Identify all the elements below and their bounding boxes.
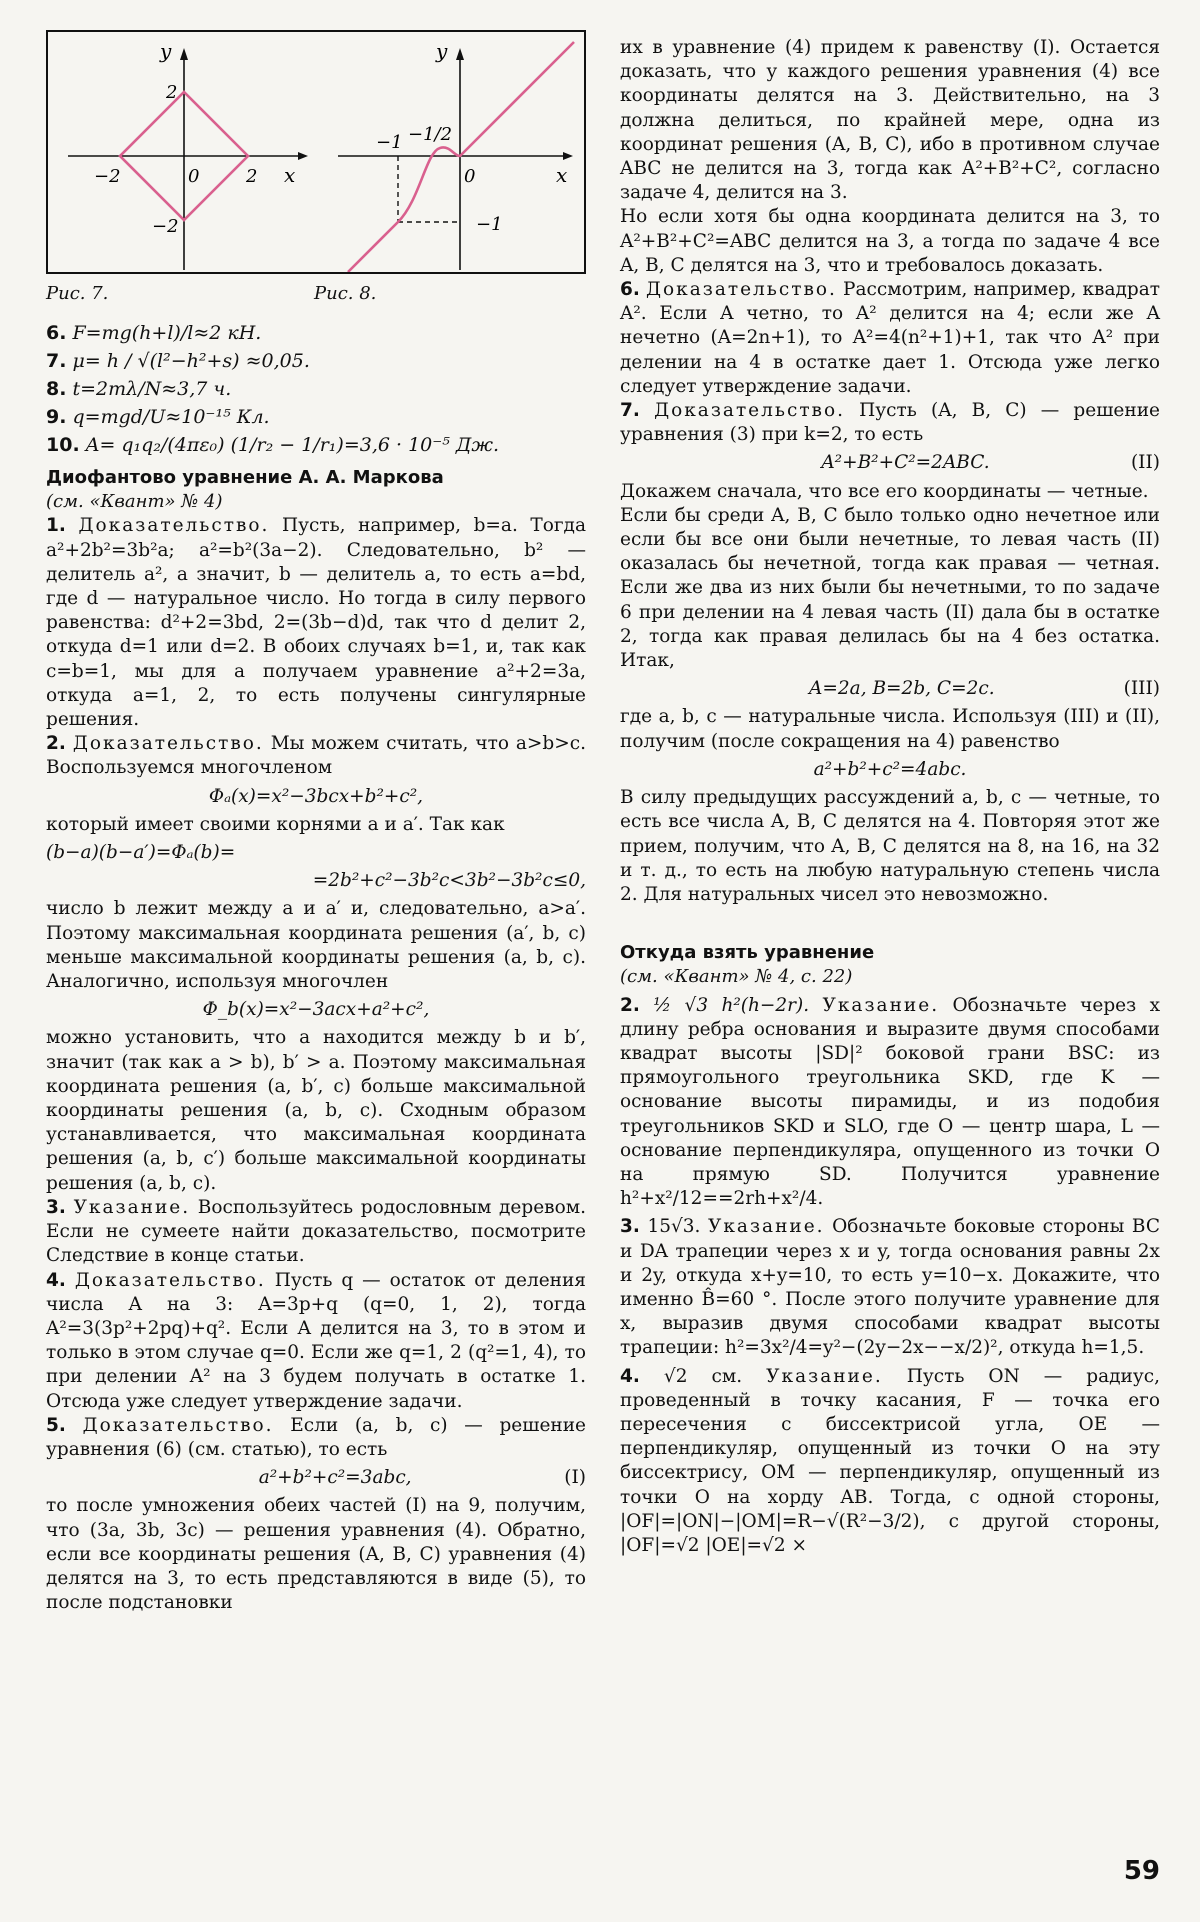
answer-9: 9. q=mgd/U≈10⁻¹⁵ Кл. xyxy=(46,406,270,428)
fig8-tick-bottom: −1 xyxy=(476,214,503,235)
section-ref-markov: (см. «Квант» № 4) xyxy=(46,491,223,513)
answer-7: 7. μ= h / √(l²−h²+s) ≈0,05. xyxy=(46,350,310,372)
fig7-tick-left: −2 xyxy=(94,166,121,187)
fig8-x-label: x xyxy=(556,163,568,187)
figures-box xyxy=(46,30,586,274)
left-column xyxy=(46,0,586,1615)
formula-phi-b-1: (b−a)(b−a′)=Φₐ(b)= xyxy=(46,842,236,864)
figures-svg xyxy=(48,32,584,272)
proof-7-text-d: где a, b, c — натуральные числа. Используя (III) и (II), получим (после сокращения на 4) равенство xyxy=(620,706,1160,752)
fig8-caption: Рис. 8. xyxy=(314,283,377,304)
fig7-x-arrow xyxy=(298,152,308,160)
proof-2: 2. Доказательство. Мы можем считать, что a>b>c. Воспользуемся многочленом xyxy=(46,733,586,779)
answer-10: 10. A= q₁q₂/(4πε₀) (1/r₂ − 1/r₁)=3,6 · 10⁻⁵ Дж. xyxy=(46,434,500,456)
proof-4: 4. Доказательство. Пусть q — остаток от деления числа A на 3: A=3p+q (q=0, 1, 2), тогда A²=3(3p²+2pq)+q². Если A делится на 3, то в этом и только в этом случае q=0. Если же q=1, 2 (q²=1, 4), то при делении A² на 3 будем получать в остатке 1. Отсюда уже следует утверждение задачи. xyxy=(46,1269,586,1412)
answer-8: 8. t=2mλ/N≈3,7 ч. xyxy=(46,378,232,400)
formula-phi-b-2: =2b²+c²−3b²c<3b²−3b²c≤0, xyxy=(312,870,586,892)
figure-captions xyxy=(46,274,586,304)
fig7-y-label: y xyxy=(160,39,172,63)
section-equation xyxy=(620,941,1160,1558)
proof-7-text-e: В силу предыдущих рассуждений a, b, c — четные, то есть все числа A, B, C делятся на 4. Повторяя этот же прием, получим, что A, B, C делятся на 8, на 16, на 32 и т. д., то есть на любую натуральную степень числа 2. Для натуральных чисел это невозможно. xyxy=(620,787,1160,905)
right-text-1: их в уравнение (4) придем к равенству (I). Остается доказать, что у каждого решения уравнения (4) все координаты делятся на 3. Действительно, на 3 должна делиться, по крайней мере, одна из координат решения (A, B, C), ибо в противном случае ABC не делится на 3, тогда как A²+B²+C², согласно задаче 4, делится на 3. xyxy=(620,37,1160,204)
proof-5: 5. Доказательство. Если (a, b, c) — решение уравнения (6) (см. статью), то есть xyxy=(46,1414,587,1460)
formula-abc: a²+b²+c²=4abc. xyxy=(813,758,967,780)
fig7-caption: Рис. 7. xyxy=(46,283,109,304)
fig8-y-label: y xyxy=(436,39,448,63)
hint-3: 3. Указание. Воспользуйтесь родословным деревом. Если не сумеете найти доказательство, посмотрите Следствие в конце статьи. xyxy=(46,1196,586,1267)
answer-2-hint: 2. ½ √3 h²(h−2r). Указание. Обозначьте через x длину ребра основания и выразите двумя способами квадрат высоты |SD|² боковой грани BSC: из прямоугольного треугольника SKD, где K — основание высоты пирамиды, и из подобия треугольников SKD и SLO, где O — центр шара, L — основание перпендикуляра, опущенного из точки O на прямую SD. Получится уравнение h²+x²/12==2rh+x²/4. xyxy=(620,994,1161,1210)
fig7-origin: 0 xyxy=(188,166,200,187)
proof-2-text-c: число b лежит между a и a′ и, следовательно, a>a′. Поэтому максимальная координата решения (a′, b, c) меньше максимальной координаты решения (a, b, c). Аналогично, используя многочлен xyxy=(46,898,586,993)
formula-I: a²+b²+c²=3abc, (I) xyxy=(258,1467,586,1489)
proof-2-text-d: можно установить, что a находится между b и b′, значит (так как a > b), b′ > a. Поэтому максимальная координата решения (a, b′, c) больше максимальной координаты решения (a, b, c). Сходным образом устанавливается, что максимальная координата решения (a, b, c′) больше максимальной координаты решения (a, b, c). xyxy=(46,1027,586,1194)
formula-phi-a: Φₐ(x)=x²−3bcx+b²+c², xyxy=(208,785,424,807)
figure-8 xyxy=(338,39,574,272)
fig7-tick-top: 2 xyxy=(166,82,178,103)
answer-4-hint: 4. √2 см. Указание. Пусть ON — радиус, проведенный в точку касания, F — точка его пересечения с биссектрисой угла, OE — перпендикуляр, опущенный из точки O на эту биссектрису, OM — перпендикуляр, опущенный из точки O на хорду AB. Тогда, с одной стороны, |OF|=|ON|−|OM|=R−√(R²−3/2), с другой стороны, |OF|=√2 |OE|=√2 × xyxy=(620,1365,1161,1556)
fig8-tick-half: −1/2 xyxy=(408,124,453,145)
fig7-tick-right: 2 xyxy=(246,166,258,187)
formula-III: A=2a, B=2b, C=2c. (III) xyxy=(809,678,1160,700)
fig8-x-arrow xyxy=(563,152,573,160)
fig8-y-arrow xyxy=(456,48,464,60)
fig7-x-label: x xyxy=(284,163,296,187)
page-number: 59 xyxy=(1123,1856,1160,1886)
proof-7-text-c: Если бы среди A, B, C было только одно нечетное или если бы все они были нечетные, то левая часть (II) оказалась бы нечетной, тогда как правая — четная. Если же два из них были бы нечетными, то по задаче 6 при делении на 4 левая часть (II) дала бы в остатке 2, тогда как правая делилась бы на 4 без остатка. Итак, xyxy=(620,504,1160,672)
fig8-curve xyxy=(348,42,574,272)
section-ref-equation: (см. «Квант» № 4, с. 22) xyxy=(620,966,853,988)
proof-1: 1. Доказательство. Пусть, например, b=a. Тогда a²+2b²=3b²a; a²=b²(3a−2). Следовательно, b² — делитель a², а значит, b — делитель a, то есть a=bd, где d — натуральное число. Но тогда в силу первого равенства: d²+2=3bd, 2=(3b−d)d, так что d делит 2, откуда d=1 или d=2. В обоих случаях b=1, и, так как c=b=1, мы для a получаем уравнение a²+2=3a, откуда a=1, 2, то есть получены сингулярные решения. xyxy=(46,515,586,731)
formula-phi-b: Φ_b(x)=x²−3acx+a²+c², xyxy=(202,999,430,1021)
proof-7-text-b: Докажем сначала, что все его координаты — четные. xyxy=(620,480,1149,502)
proof-5-text-b: то после умножения обеих частей (I) на 9, получим, что (3a, 3b, 3c) — решения уравнения (4). Обратно, если все координаты решения (A, B, C) уравнения (4) делятся на 3, то есть представляются в виде (5), то после подстановки xyxy=(46,1495,586,1614)
proof-6: 6. Доказательство. Рассмотрим, например, квадрат A². Если A четно, то A² делится на 4; если же A нечетно (A=2n+1), то A²=4(n²+1)+1, так что A² при делении на 4 в остатке дает 1. Отсюда уже легко следует утверждение задачи. xyxy=(620,279,1160,397)
proof-7: 7. Доказательство. Пусть (A, B, C) — решение уравнения (3) при k=2, то есть xyxy=(620,400,1160,446)
figure-7 xyxy=(68,39,308,270)
section-title-equation: Откуда взять уравнение xyxy=(620,942,875,964)
section-title-markov: Диофантово уравнение А. А. Маркова xyxy=(46,467,444,488)
fig7-y-arrow xyxy=(180,48,188,60)
fig8-origin: 0 xyxy=(464,166,476,187)
formula-II: A²+B²+C²=2ABC. (II) xyxy=(821,452,1160,474)
answer-6: 6. F=mg(h+l)/l≈2 кН. xyxy=(46,322,262,344)
fig7-tick-bottom: −2 xyxy=(152,216,179,237)
fig8-tick-left: −1 xyxy=(376,132,403,153)
proof-2-text-b: который имеет своими корнями a и a′. Так как xyxy=(46,813,505,835)
right-column xyxy=(620,36,1160,1558)
answer-3-hint: 3. 15√3. Указание. Обозначьте боковые стороны BC и DA трапеции через x и y, тогда основания равны 2x и 2y, откуда x+y=10, то есть y=10−x. Докажите, что именно B̂=60 °. После этого получите уравнение для x, выразив двумя способами квадрат высоты трапеции: h²=3x²/4=y²−(2y−2x−−x/2)², откуда h=1,5. xyxy=(620,1216,1161,1359)
right-text-2: Но если хотя бы одна координата делится на 3, то A²+B²+C²=ABC делится на 3, а тогда по задаче 4 все A, B, C делятся на 3, что и требовалось доказать. xyxy=(620,206,1160,276)
